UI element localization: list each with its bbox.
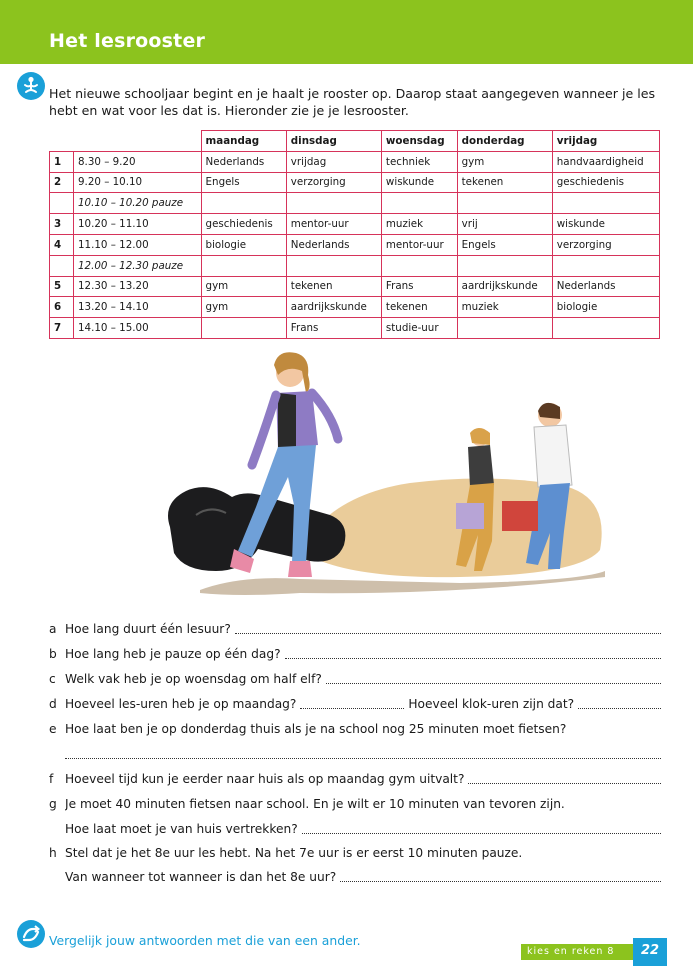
- lesson-cell: [457, 193, 552, 214]
- question-text: Stel dat je het 8e uur les hebt. Na het 7e uur is er eerst 10 minuten pauze.: [65, 846, 523, 860]
- lesson-cell: [381, 255, 457, 276]
- timetable-row: [50, 172, 660, 193]
- answer-field[interactable]: [302, 822, 661, 834]
- lesson-cell: [552, 193, 659, 214]
- question-text: Hoe laat moet je van huis vertrekken?: [65, 822, 298, 836]
- lesson-time: 9.20 – 10.10: [74, 172, 202, 193]
- question-text: Welk vak heb je op woensdag om half elf?: [65, 672, 322, 686]
- lesson-number: 5: [50, 276, 74, 297]
- lesson-time: 13.20 – 14.10: [74, 297, 202, 318]
- answer-field[interactable]: [468, 772, 661, 784]
- lesson-cell: verzorging: [286, 172, 381, 193]
- lesson-cell: mentor-uur: [381, 234, 457, 255]
- lesson-cell: gym: [201, 276, 286, 297]
- lesson-cell: wiskunde: [552, 214, 659, 235]
- question-letter: d: [49, 697, 57, 711]
- lesson-cell: geschiedenis: [201, 214, 286, 235]
- book-title: kies en reken 8: [527, 946, 615, 957]
- pause-time: 10.10 – 10.20 pauze: [74, 193, 202, 214]
- lesson-cell: [201, 318, 286, 339]
- question-d: [49, 697, 661, 717]
- day-header: woensdag: [381, 131, 457, 152]
- question-text: Van wanneer tot wanneer is dan het 8e uur?: [65, 870, 337, 884]
- timetable-corner: [74, 131, 202, 152]
- lesson-cell: wiskunde: [381, 172, 457, 193]
- timetable-header-row: [50, 131, 660, 152]
- lesson-cell: mentor-uur: [286, 214, 381, 235]
- answer-field[interactable]: [340, 870, 661, 882]
- answer-field[interactable]: [326, 672, 661, 684]
- lesson-cell: vrijdag: [286, 151, 381, 172]
- question-letter: f: [49, 772, 54, 786]
- lesson-cell: muziek: [457, 297, 552, 318]
- question-g-second-line: [49, 822, 661, 842]
- question-text: Hoeveel klok-uren zijn dat?: [408, 697, 575, 711]
- answer-field[interactable]: [65, 747, 661, 759]
- person-meditation-icon: [17, 72, 45, 100]
- lesson-cell: [201, 193, 286, 214]
- lesson-cell: [552, 255, 659, 276]
- pause-time: 12.00 – 12.30 pauze: [74, 255, 202, 276]
- question-letter: h: [49, 846, 57, 860]
- lesson-cell: verzorging: [552, 234, 659, 255]
- lesson-number: 3: [50, 214, 74, 235]
- answer-field[interactable]: [300, 697, 404, 709]
- question-f: [49, 772, 661, 792]
- question-a: [49, 622, 661, 642]
- timetable-row: [50, 255, 660, 276]
- lesson-cell: tekenen: [457, 172, 552, 193]
- book-title-bar: [521, 944, 633, 960]
- lesson-cell: [457, 318, 552, 339]
- timetable-row: [50, 297, 660, 318]
- lesson-number: [50, 193, 74, 214]
- lesson-cell: biologie: [552, 297, 659, 318]
- lesson-cell: studie-uur: [381, 318, 457, 339]
- lesson-cell: [201, 255, 286, 276]
- lesson-number: 7: [50, 318, 74, 339]
- timetable: [49, 130, 660, 339]
- question-text: Hoeveel les-uren heb je op maandag?: [65, 697, 297, 711]
- day-header: vrijdag: [552, 131, 659, 152]
- lesson-time: 8.30 – 9.20: [74, 151, 202, 172]
- lesson-cell: vrij: [457, 214, 552, 235]
- page-header: [0, 0, 693, 64]
- question-h: [49, 846, 661, 866]
- page-number-badge: [633, 938, 667, 966]
- question-e: [49, 722, 661, 742]
- question-letter: e: [49, 722, 57, 736]
- lesson-cell: [286, 255, 381, 276]
- day-header: donderdag: [457, 131, 552, 152]
- lesson-cell: [552, 318, 659, 339]
- timetable-row: [50, 318, 660, 339]
- timetable-row: [50, 234, 660, 255]
- lesson-time: 14.10 – 15.00: [74, 318, 202, 339]
- timetable-row: [50, 193, 660, 214]
- question-letter: c: [49, 672, 56, 686]
- timetable-corner: [50, 131, 74, 152]
- question-text: Hoe laat ben je op donderdag thuis als je na school nog 25 minuten moet fietsen?: [65, 722, 567, 736]
- day-header: dinsdag: [286, 131, 381, 152]
- lesson-time: 10.20 – 11.10: [74, 214, 202, 235]
- lesson-cell: techniek: [381, 151, 457, 172]
- lesson-cell: Nederlands: [201, 151, 286, 172]
- lesson-cell: gym: [201, 297, 286, 318]
- question-text: Hoe lang duurt één lesuur?: [65, 622, 231, 636]
- lesson-cell: [457, 255, 552, 276]
- hands-exchange-icon: [17, 920, 45, 948]
- question-e-answer: [49, 747, 661, 767]
- question-g: [49, 797, 661, 817]
- lesson-cell: Engels: [201, 172, 286, 193]
- question-text: Hoe lang heb je pauze op één dag?: [65, 647, 281, 661]
- lesson-cell: aardrijkskunde: [286, 297, 381, 318]
- page-number: 22: [641, 943, 660, 958]
- answer-field[interactable]: [285, 647, 661, 659]
- question-letter: a: [49, 622, 57, 636]
- lesson-cell: Frans: [286, 318, 381, 339]
- lesson-cell: tekenen: [381, 297, 457, 318]
- question-text: Hoeveel tijd kun je eerder naar huis als op maandag gym uitvalt?: [65, 772, 465, 786]
- lesson-number: 4: [50, 234, 74, 255]
- lesson-cell: Frans: [381, 276, 457, 297]
- intro-text: Het nieuwe schooljaar begint en je haalt je rooster op. Daarop staat aangegeven wanneer je les hebt en wat voor les dat is. Hieronder zie je je lesrooster.: [49, 86, 656, 118]
- lesson-cell: [381, 193, 457, 214]
- question-c: [49, 672, 661, 692]
- lesson-number: [50, 255, 74, 276]
- timetable-row: [50, 151, 660, 172]
- lesson-number: 2: [50, 172, 74, 193]
- day-header: maandag: [201, 131, 286, 152]
- compare-instruction: Vergelijk jouw antwoorden met die van een ander.: [49, 933, 361, 948]
- timetable-row: [50, 214, 660, 235]
- question-letter: g: [49, 797, 57, 811]
- lesson-time: 11.10 – 12.00: [74, 234, 202, 255]
- answer-field[interactable]: [235, 622, 661, 634]
- question-text: Je moet 40 minuten fietsen naar school. En je wilt er 10 minuten van tevoren zijn.: [65, 797, 565, 811]
- lesson-cell: Nederlands: [286, 234, 381, 255]
- lesson-number: 6: [50, 297, 74, 318]
- timetable-row: [50, 276, 660, 297]
- lesson-cell: biologie: [201, 234, 286, 255]
- answer-field[interactable]: [578, 697, 661, 709]
- lesson-cell: aardrijkskunde: [457, 276, 552, 297]
- lesson-time: 12.30 – 13.20: [74, 276, 202, 297]
- question-letter: b: [49, 647, 57, 661]
- lesson-cell: muziek: [381, 214, 457, 235]
- question-b: [49, 647, 661, 667]
- page-title: Het lesrooster: [49, 30, 206, 52]
- lesson-cell: tekenen: [286, 276, 381, 297]
- lesson-cell: Nederlands: [552, 276, 659, 297]
- lesson-cell: geschiedenis: [552, 172, 659, 193]
- lesson-cell: [286, 193, 381, 214]
- question-h-second-line: [49, 870, 661, 890]
- lesson-cell: handvaardigheid: [552, 151, 659, 172]
- lesson-cell: Engels: [457, 234, 552, 255]
- students-illustration: [160, 345, 610, 605]
- lesson-cell: gym: [457, 151, 552, 172]
- lesson-number: 1: [50, 151, 74, 172]
